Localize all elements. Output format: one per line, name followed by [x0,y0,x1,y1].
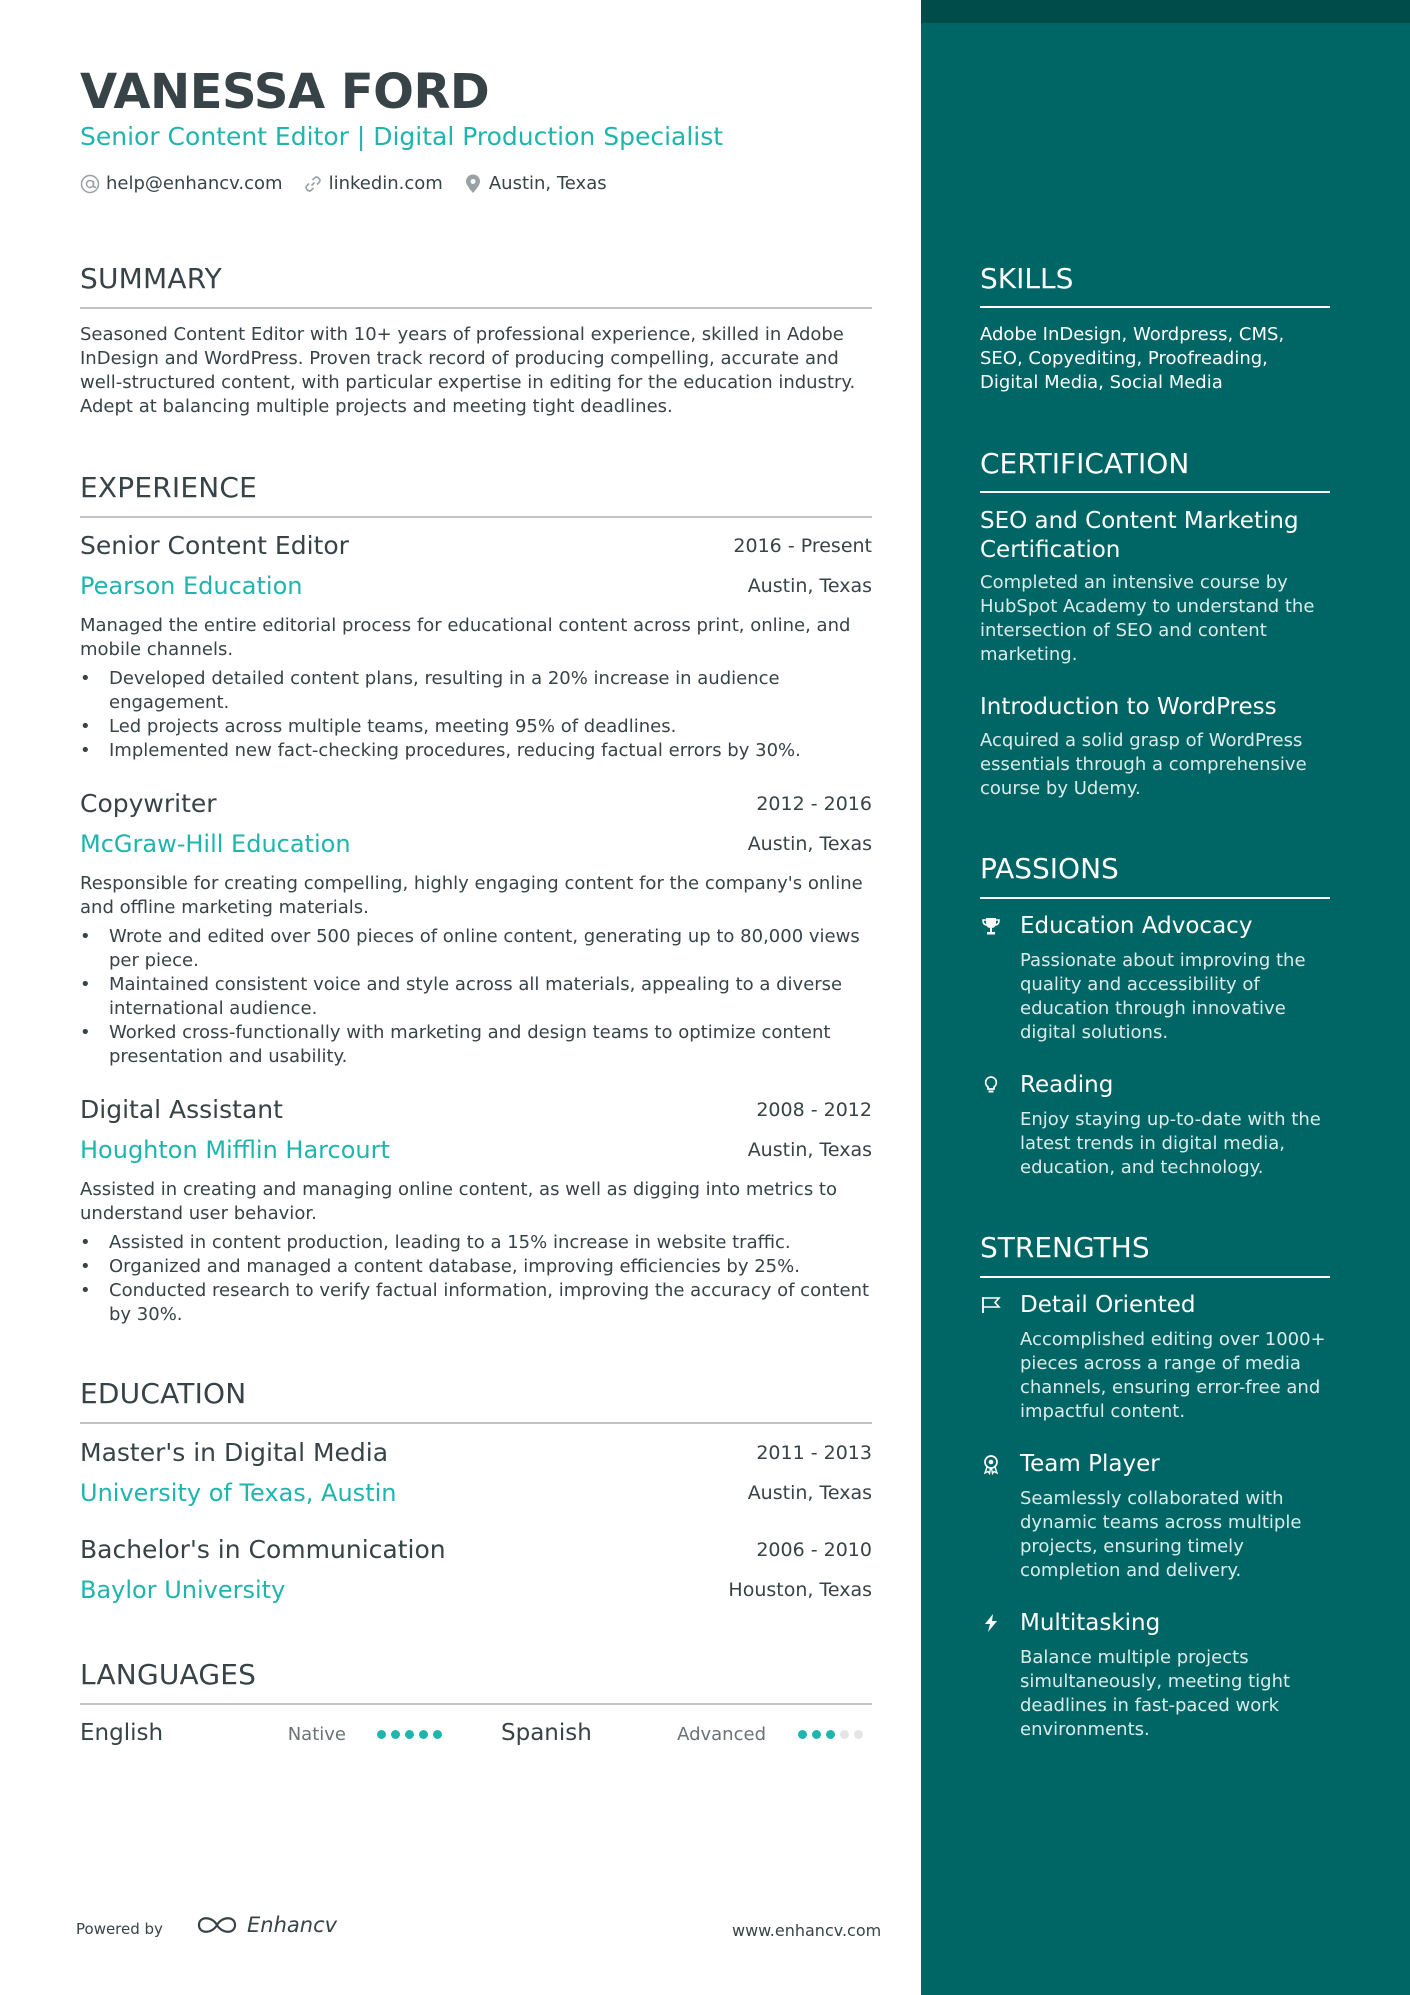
at-icon [80,174,100,194]
proficiency-dot-filled [391,1730,400,1739]
job-bullets [80,1231,872,1327]
powered-by-label: Powered by [76,1920,163,1938]
job-bullets [80,925,872,1069]
proficiency-dot-filled [826,1730,835,1739]
experience-rule [80,516,872,518]
sidebar-top-band [921,0,1410,23]
proficiency-dot-filled [377,1730,386,1739]
summary-title: SUMMARY [80,262,222,295]
job-description: Responsible for creating compelling, highly engaging content for the company's online and offline marketing materials. [80,873,863,918]
languages-rule [80,1703,872,1705]
certification-title: CERTIFICATION [980,447,1190,480]
skills-rule [980,306,1330,308]
passion-description: Enjoy staying up-to-date with the latest trends in digital media, education, and technology. [1020,1109,1321,1178]
job-bullet: • Maintained consistent voice and style across all materials, appealing to a diverse international audience. [80,973,872,1021]
proficiency-dot-filled [798,1730,807,1739]
language-name: Spanish [501,1720,592,1746]
proficiency-dot-empty [840,1730,849,1739]
language-proficiency-dots [798,1730,868,1739]
certification-description: Completed an intensive course by HubSpot Academy to understand the intersection of SEO and content marketing. [980,572,1315,665]
strength-description: Balance multiple projects simultaneously, meeting tight deadlines in fast-paced work environments. [1020,1647,1291,1740]
job-company: Pearson Education [80,572,303,600]
infinity-logo-icon [195,1912,239,1938]
certification-rule [980,491,1330,493]
proficiency-dot-empty [854,1730,863,1739]
job-bullet: • Assisted in content production, leading to a 15% increase in website traffic. [80,1231,872,1255]
passions-title: PASSIONS [980,852,1119,885]
job-description: Managed the entire editorial process for educational content across print, online, and mobile channels. [80,615,851,660]
contact-linkedin-text: linkedin.com [328,173,443,194]
languages-title: LANGUAGES [80,1658,257,1691]
certification-description: Acquired a solid grasp of WordPress essentials through a comprehensive course by Udemy. [980,730,1307,799]
job-dates: 2008 - 2012 [756,1099,872,1121]
strength-name: Team Player [1020,1451,1160,1477]
job-bullet: • Led projects across multiple teams, meeting 95% of deadlines. [80,715,872,739]
passion-name: Reading [1020,1072,1114,1098]
contact-location-text: Austin, Texas [488,173,607,194]
job-title: Senior Content Editor [80,531,349,560]
summary-rule [80,307,872,309]
contact-linkedin[interactable] [303,173,443,194]
certification-name: Introduction to WordPress [980,694,1277,720]
passion-name: Education Advocacy [1020,913,1253,939]
contact-email-text: help@enhancv.com [106,173,283,194]
education-school: University of Texas, Austin [80,1479,397,1507]
job-location: Austin, Texas [747,1139,872,1161]
job-company: McGraw-Hill Education [80,830,351,858]
education-dates: 2006 - 2010 [756,1539,872,1561]
job-title: Digital Assistant [80,1095,283,1124]
award-icon [980,1453,1002,1475]
contact-email[interactable] [80,173,283,194]
strength-description: Seamlessly collaborated with dynamic teams across multiple projects, ensuring timely completion and delivery. [1020,1488,1302,1581]
job-bullet: • Implemented new fact-checking procedures, reducing factual errors by 30%. [80,739,872,763]
strength-name: Multitasking [1020,1610,1161,1636]
job-location: Austin, Texas [747,575,872,597]
contact-location [463,173,607,194]
job-bullet: • Developed detailed content plans, resulting in a 20% increase in audience engagement. [80,667,872,715]
trophy-icon [980,915,1002,937]
strength-name: Detail Oriented [1020,1292,1196,1318]
language-level: Advanced [677,1724,766,1745]
proficiency-dot-filled [405,1730,414,1739]
proficiency-dot-filled [419,1730,428,1739]
education-rule [80,1422,872,1424]
lightning-icon [980,1612,1002,1634]
proficiency-dot-filled [433,1730,442,1739]
passion-description: Passionate about improving the quality and accessibility of education through innovative digital solutions. [1020,950,1306,1043]
location-pin-icon [463,174,483,194]
experience-title: EXPERIENCE [80,471,258,504]
strengths-title: STRENGTHS [980,1231,1150,1264]
flag-icon [980,1294,1002,1316]
enhancv-logo[interactable] [195,1912,337,1938]
skills-list: Adobe InDesign, Wordpress, CMS, SEO, Copyediting, Proofreading, Digital Media, Social Media [980,324,1285,393]
language-level: Native [287,1724,346,1745]
link-icon [303,174,323,194]
proficiency-dot-filled [812,1730,821,1739]
enhancv-logo-text: Enhancv [247,1913,338,1937]
summary-text: Seasoned Content Editor with 10+ years of professional experience, skilled in Adobe InDesign and WordPress. Proven track record of producing compelling, accurate and well-structured content, with particular expertise in editing for the education industry. Adept at balancing multiple projects and meeting tight deadlines. [80,324,856,417]
candidate-headline: Senior Content Editor | Digital Production Specialist [80,122,724,151]
certification-name: SEO and Content Marketing Certification [980,508,1299,563]
skills-title: SKILLS [980,262,1074,295]
job-description: Assisted in creating and managing online content, as well as digging into metrics to understand user behavior. [80,1179,837,1224]
job-dates: 2012 - 2016 [756,793,872,815]
education-location: Houston, Texas [728,1579,872,1601]
language-name: English [80,1720,164,1746]
candidate-name: VANESSA FORD [80,64,490,120]
education-title: EDUCATION [80,1377,247,1410]
strength-description: Accomplished editing over 1000+ pieces across a range of media channels, ensuring error-free and impactful content. [1020,1329,1326,1422]
job-company: Houghton Mifflin Harcourt [80,1136,390,1164]
education-school: Baylor University [80,1576,286,1604]
education-degree: Master's in Digital Media [80,1438,389,1467]
job-title: Copywriter [80,789,217,818]
passions-rule [980,897,1330,899]
footer-site-link[interactable]: www.enhancv.com [732,1921,882,1940]
job-location: Austin, Texas [747,833,872,855]
strengths-rule [980,1276,1330,1278]
language-proficiency-dots [377,1730,447,1739]
education-degree: Bachelor's in Communication [80,1535,446,1564]
job-bullets [80,667,872,763]
education-dates: 2011 - 2013 [756,1442,872,1464]
job-bullet: • Organized and managed a content database, improving efficiencies by 25%. [80,1255,872,1279]
education-location: Austin, Texas [747,1482,872,1504]
contact-row [80,173,627,194]
job-bullet: • Worked cross-functionally with marketing and design teams to optimize content presentation and usability. [80,1021,872,1069]
job-bullet: • Conducted research to verify factual information, improving the accuracy of content by 30%. [80,1279,872,1327]
job-dates: 2016 - Present [733,535,872,557]
lightbulb-icon [980,1074,1002,1096]
job-bullet: • Wrote and edited over 500 pieces of online content, generating up to 80,000 views per piece. [80,925,872,973]
